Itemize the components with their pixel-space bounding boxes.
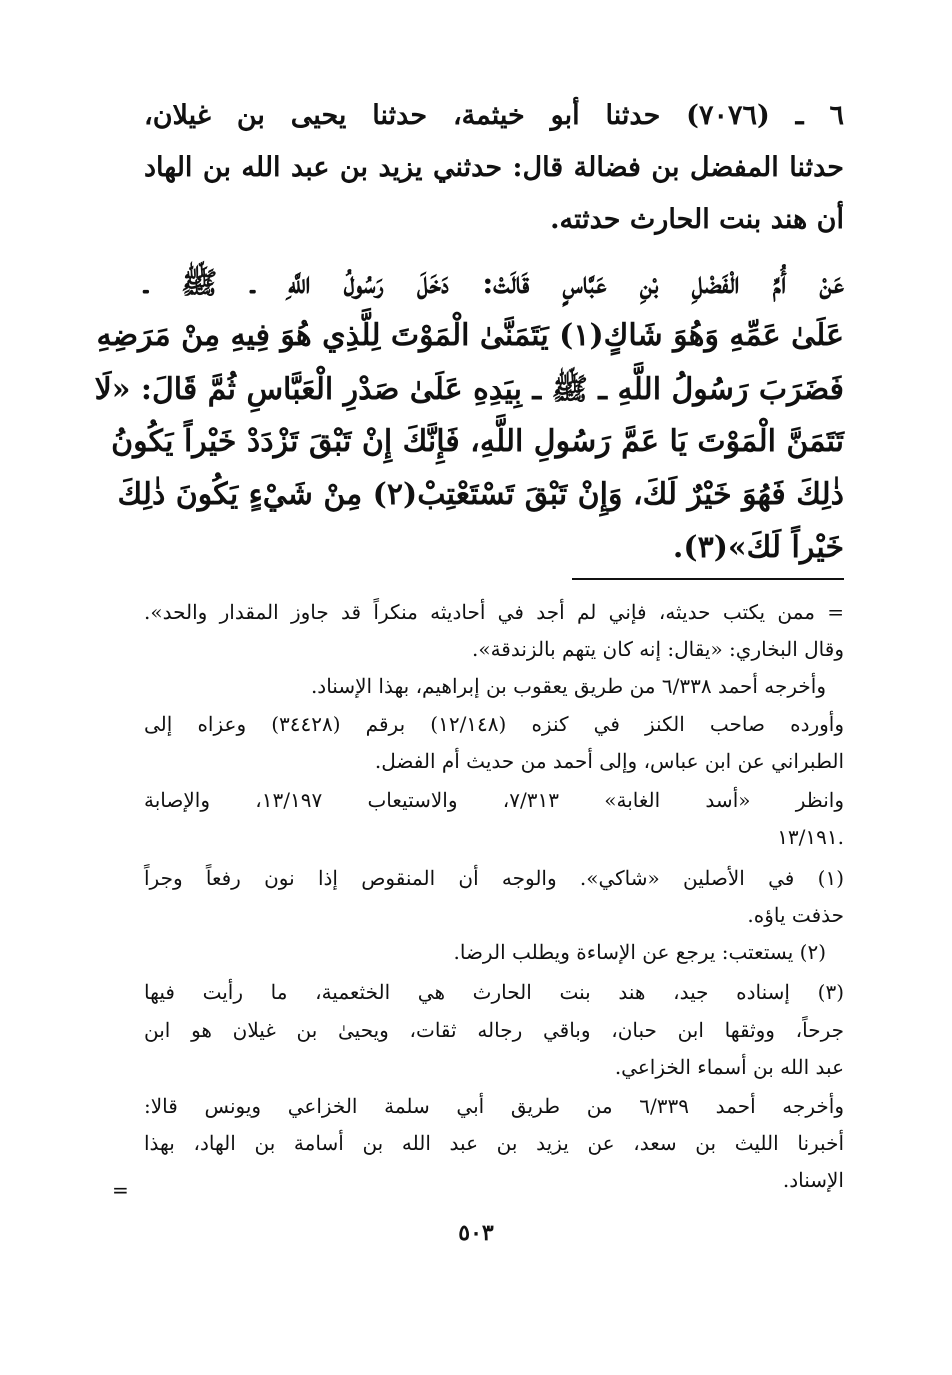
main-text-line: أن هند بنت الحارث حدثته. [550,204,844,235]
footnote-line: (١) في الأصلين «شاكي». والوجه أن المنقوص إذا نون رفعاً وجراً [144,866,844,890]
footnote-line: الطبراني عن ابن عباس، وإلى أحمد من حديث أم الفضل. [374,749,844,773]
footnote-line: وأخرجه أحمد ٦/٣٣٩ من طريق أبي سلمة الخزاعي ويونس قالا: [144,1094,844,1118]
hadith-line: عَلَىٰ عَمِّهِ وَهُوَ شَاكٍ(١) يَتَمَنَّىٰ الْمَوْتَ لِلَّذِي هُوَ فِيهِ مِنْ مَرَضِهِ [96,318,844,353]
footnote-line: وأخرجه أحمد ٦/٣٣٨ من طريق يعقوب بن إبراهيم، بهذا الإسناد. [310,674,826,698]
footnote-line: جرحاً، ووثقها ابن حبان، وباقي رجاله ثقات، ويحيىٰ بن غيلان هو ابن [144,1018,844,1042]
page-number: ٥٠٣ [458,1220,494,1246]
footnote-line: ١٣/١٩١. [777,825,844,849]
footnote-line: وأورده صاحب الكنز في كنزه (١٢/١٤٨) برقم (٣٤٤٢٨) وعزاه إلى [144,712,845,736]
footnote-line: (٣) إسناده جيد، هند بنت الحارث هي الخثعمية، ما رأيت فيها [144,980,844,1004]
main-text-line: حدثنا المفضل بن فضالة قال: حدثني يزيد بن عبد الله بن الهاد [144,152,844,183]
footnote-line: عبد الله بن أسماء الخزاعي. [614,1055,844,1079]
continuation-marker: = [112,1178,129,1202]
hadith-line: خَيْراً لَكَ»(٣). [672,530,844,565]
footnote-line: حذفت ياؤه. [747,903,844,927]
footnote-line: وقال البخاري: «يقال: إنه كان يتهم بالزندقة». [471,637,844,661]
main-text-line: ٦ ـ (٧٠٧٦) حدثنا أبو خيثمة، حدثنا يحيى بن غيلان، [144,100,844,131]
footnote-line: (٢) يستعتب: يرجع عن الإساءة ويطلب الرضا. [453,940,826,964]
footnote-line: = ممن يكتب حديثه، فإني لم أجد في أحاديثه منكراً قد جاوز المقدار والحد». [144,600,844,624]
footnote-divider [572,578,844,580]
footnote-line: أخبرنا الليث بن سعد، عن يزيد بن عبد الله بن أسامة بن الهاد، بهذا [144,1131,844,1155]
hadith-line: تَتَمَنَّ الْمَوْتَ يَا عَمَّ رَسُولِ اللَّهِ، فَإِنَّكَ إِنْ تَبْقَ تَزْدَدْ خَيْراً يَكُونُ [111,424,844,459]
footnote-line: وانظر «أسد الغابة» ٧/٣١٣، والاستيعاب ١٣/١٩٧، والإصابة [144,788,844,812]
footnote-line: الإسناد. [782,1168,844,1192]
hadith-line: عَنْ أُمِّ الْفَضْلِ بْنِ عَبَّاسٍ قَالَتْ: دَخَلَ رَسُولُ اللَّهِ ـ ﷺ ـ [144,266,844,301]
hadith-line: ذٰلِكَ فَهُوَ خَيْرٌ لَكَ، وَإِنْ تَبْقَ تَسْتَعْتِبْ(٢) مِنْ شَيْءٍ يَكُونَ ذٰلِكَ [117,477,844,512]
hadith-line: فَضَرَبَ رَسُولُ اللَّهِ ـ ﷺ ـ بِيَدِهِ عَلَىٰ صَدْرِ الْعَبَّاسِ ثُمَّ قَالَ: «لَا [94,372,844,407]
